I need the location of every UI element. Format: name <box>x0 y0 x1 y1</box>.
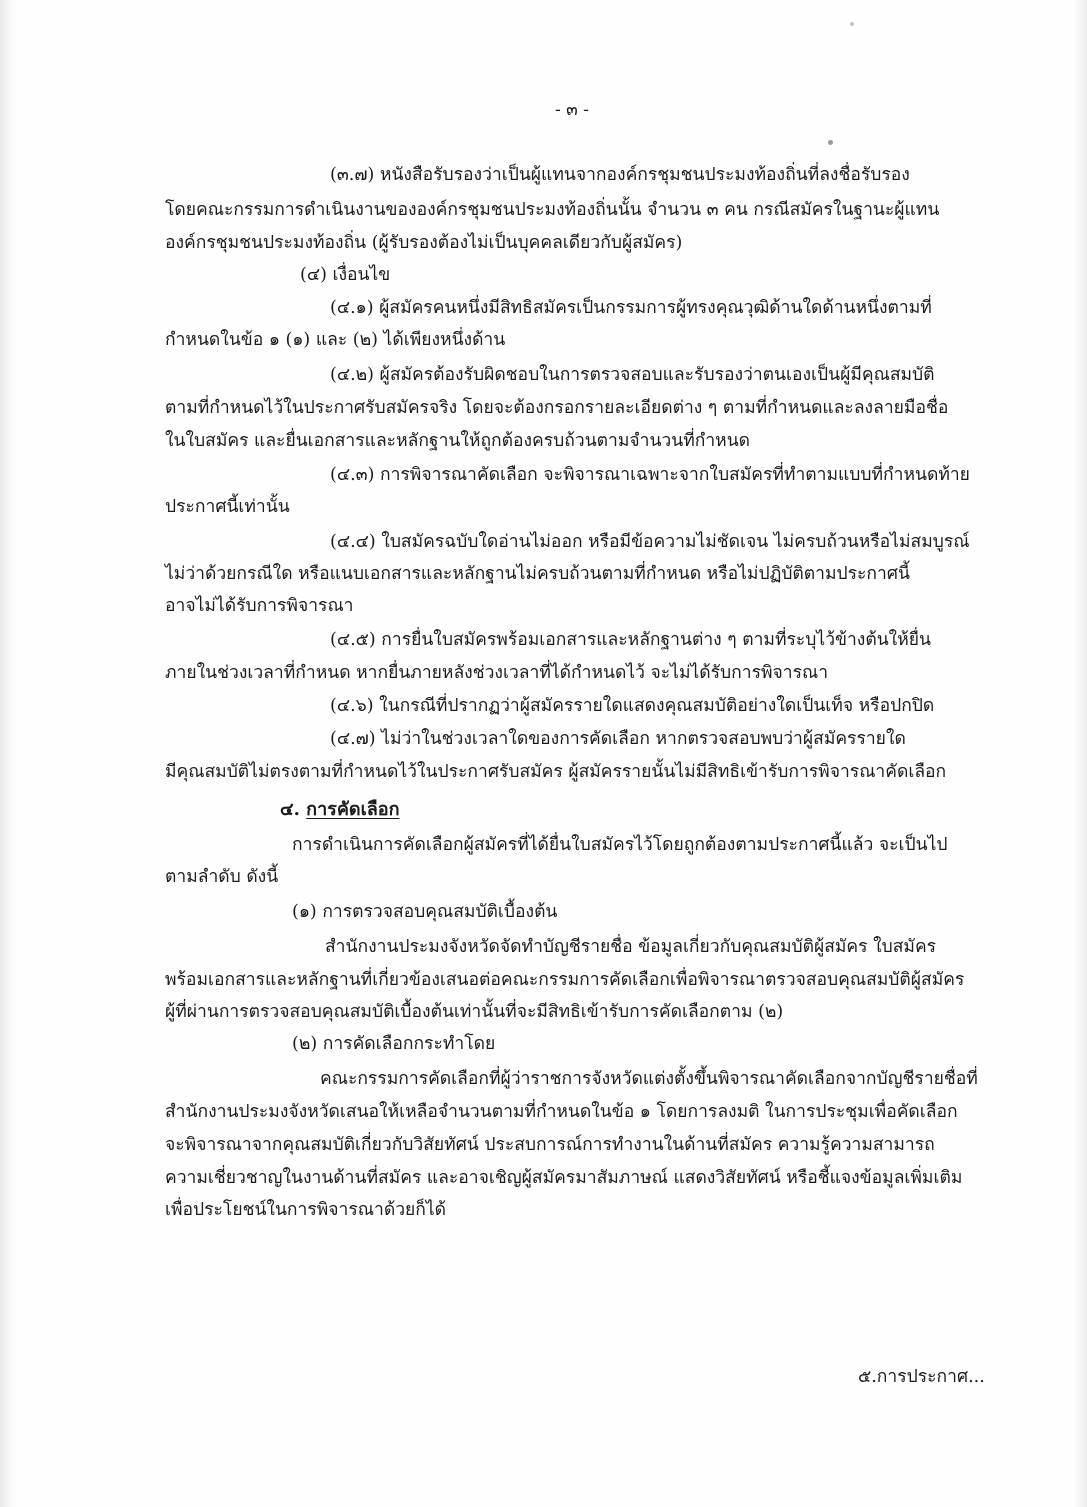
text-line: จะพิจารณาจากคุณสมบัติเกี่ยวกับวิสัยทัศน์ ประสบการณ์การทำงานในด้านที่สมัคร ความรู้ความสามารถ <box>165 1135 935 1155</box>
text-line: (๒) การคัดเลือกกระทำโดย <box>292 1034 496 1054</box>
text-line: (๔.๖) ในกรณีที่ปรากฏว่าผู้สมัครรายใดแสดงคุณสมบัติอย่างใดเป็นเท็จ หรือปกปิด <box>330 696 935 716</box>
text-line: ผู้ที่ผ่านการตรวจสอบคุณสมบัติเบื้องต้นเท่านั้นที่จะมีสิทธิเข้ารับการคัดเลือกตาม (๒) <box>165 1002 784 1022</box>
section-heading <box>280 797 399 823</box>
text-line: โดยคณะกรรมการดำเนินงานขององค์กรชุมชนประมงท้องถิ่นนั้น จำนวน ๓ คน กรณีสมัครในฐานะผู้แทน <box>165 200 940 220</box>
text-line: กำหนดในข้อ ๑ (๑) และ (๒) ได้เพียงหนึ่งด้าน <box>165 330 506 350</box>
section-number: ๔. <box>280 799 300 820</box>
text-line: ประกาศนี้เท่านั้น <box>165 497 290 517</box>
text-line: (๔.๒) ผู้สมัครต้องรับผิดชอบในการตรวจสอบและรับรองว่าตนเองเป็นผู้มีคุณสมบัติ <box>330 365 935 385</box>
text-line: (๑) การตรวจสอบคุณสมบัติเบื้องต้น <box>292 902 558 922</box>
text-line: อาจไม่ได้รับการพิจารณา <box>165 596 354 616</box>
text-line: องค์กรชุมชนประมงท้องถิ่น (ผู้รับรองต้องไม่เป็นบุคคลเดียวกับผู้สมัคร) <box>165 233 683 253</box>
scan-speck <box>828 140 833 145</box>
scan-speck <box>850 22 854 26</box>
text-line: (๔.๗) ไม่ว่าในช่วงเวลาใดของการคัดเลือก หากตรวจสอบพบว่าผู้สมัครรายใด <box>330 729 906 749</box>
text-line: (๓.๗) หนังสือรับรองว่าเป็นผู้แทนจากองค์กรชุมชนประมงท้องถิ่นที่ลงชื่อรับรอง <box>330 165 910 185</box>
text-line: ในใบสมัคร และยื่นเอกสารและหลักฐานให้ถูกต้องครบถ้วนตามจำนวนที่กำหนด <box>165 431 751 451</box>
text-line: ภายในช่วงเวลาที่กำหนด หากยื่นภายหลังช่วงเวลาที่ได้กำหนดไว้ จะไม่ได้รับการพิจารณา <box>165 663 829 683</box>
text-line: (๔) เงื่อนไข <box>300 265 391 285</box>
text-line: สำนักงานประมงจังหวัดจัดทำบัญชีรายชื่อ ข้อมูลเกี่ยวกับคุณสมบัติผู้สมัคร ใบสมัคร <box>325 937 937 957</box>
text-line: ไม่ว่าด้วยกรณีใด หรือแนบเอกสารและหลักฐานไม่ครบถ้วนตามที่กำหนด หรือไม่ปฏิบัติตามประกาศนี้ <box>165 564 910 584</box>
scan-shadow-right <box>1073 0 1087 1507</box>
text-line: (๔.๕) การยื่นใบสมัครพร้อมเอกสารและหลักฐานต่าง ๆ ตามที่ระบุไว้ข้างต้นให้ยื่น <box>330 630 931 650</box>
text-line: (๔.๓) การพิจารณาคัดเลือก จะพิจารณาเฉพาะจากใบสมัครที่ทำตามแบบที่กำหนดท้าย <box>330 465 970 485</box>
text-line: การดำเนินการคัดเลือกผู้สมัครที่ได้ยื่นใบสมัครไว้โดยถูกต้องตามประกาศนี้แล้ว จะเป็นไป <box>292 835 948 855</box>
text-line: สำนักงานประมงจังหวัดเสนอให้เหลือจำนวนตามที่กำหนดในข้อ ๑ โดยการลงมติ ในการประชุมเพื่อคัดเลือก <box>165 1102 958 1122</box>
next-page-reference: ๕.การประกาศ... <box>858 1367 985 1387</box>
page-number: - ๓ - <box>555 100 589 120</box>
text-line: ความเชี่ยวชาญในงานด้านที่สมัคร และอาจเชิญผู้สมัครมาสัมภาษณ์ แสดงวิสัยทัศน์ หรือชี้แจงข้อมูลเพิ่มเติม <box>165 1168 963 1188</box>
scan-shadow-left <box>0 0 18 1507</box>
text-line: มีคุณสมบัติไม่ตรงตามที่กำหนดไว้ในประกาศรับสมัคร ผู้สมัครรายนั้นไม่มีสิทธิเข้ารับการพิจารณาคัดเลือก <box>165 762 947 782</box>
section-title: การคัดเลือก <box>306 799 400 820</box>
text-line: (๔.๑) ผู้สมัครคนหนึ่งมีสิทธิสมัครเป็นกรรมการผู้ทรงคุณวุฒิด้านใดด้านหนึ่งตามที่ <box>330 298 932 318</box>
text-line: ตามที่กำหนดไว้ในประกาศรับสมัครจริง โดยจะต้องกรอกรายละเอียดต่าง ๆ ตามที่กำหนดและลงลายมือชื่อ <box>165 398 949 418</box>
text-line: คณะกรรมการคัดเลือกที่ผู้ว่าราชการจังหวัดแต่งตั้งขึ้นพิจารณาคัดเลือกจากบัญชีรายชื่อที่ <box>320 1069 978 1089</box>
text-line: พร้อมเอกสารและหลักฐานที่เกี่ยวข้องเสนอต่อคณะกรรมการคัดเลือกเพื่อพิจารณาตรวจสอบคุณสมบัติผู้สมัคร <box>165 970 965 990</box>
text-line: เพื่อประโยชน์ในการพิจารณาด้วยก็ได้ <box>165 1200 447 1220</box>
text-line: ตามลำดับ ดังนี้ <box>165 867 279 887</box>
text-line: (๔.๔) ใบสมัครฉบับใดอ่านไม่ออก หรือมีข้อความไม่ชัดเจน ไม่ครบถ้วนหรือไม่สมบูรณ์ <box>330 532 970 552</box>
